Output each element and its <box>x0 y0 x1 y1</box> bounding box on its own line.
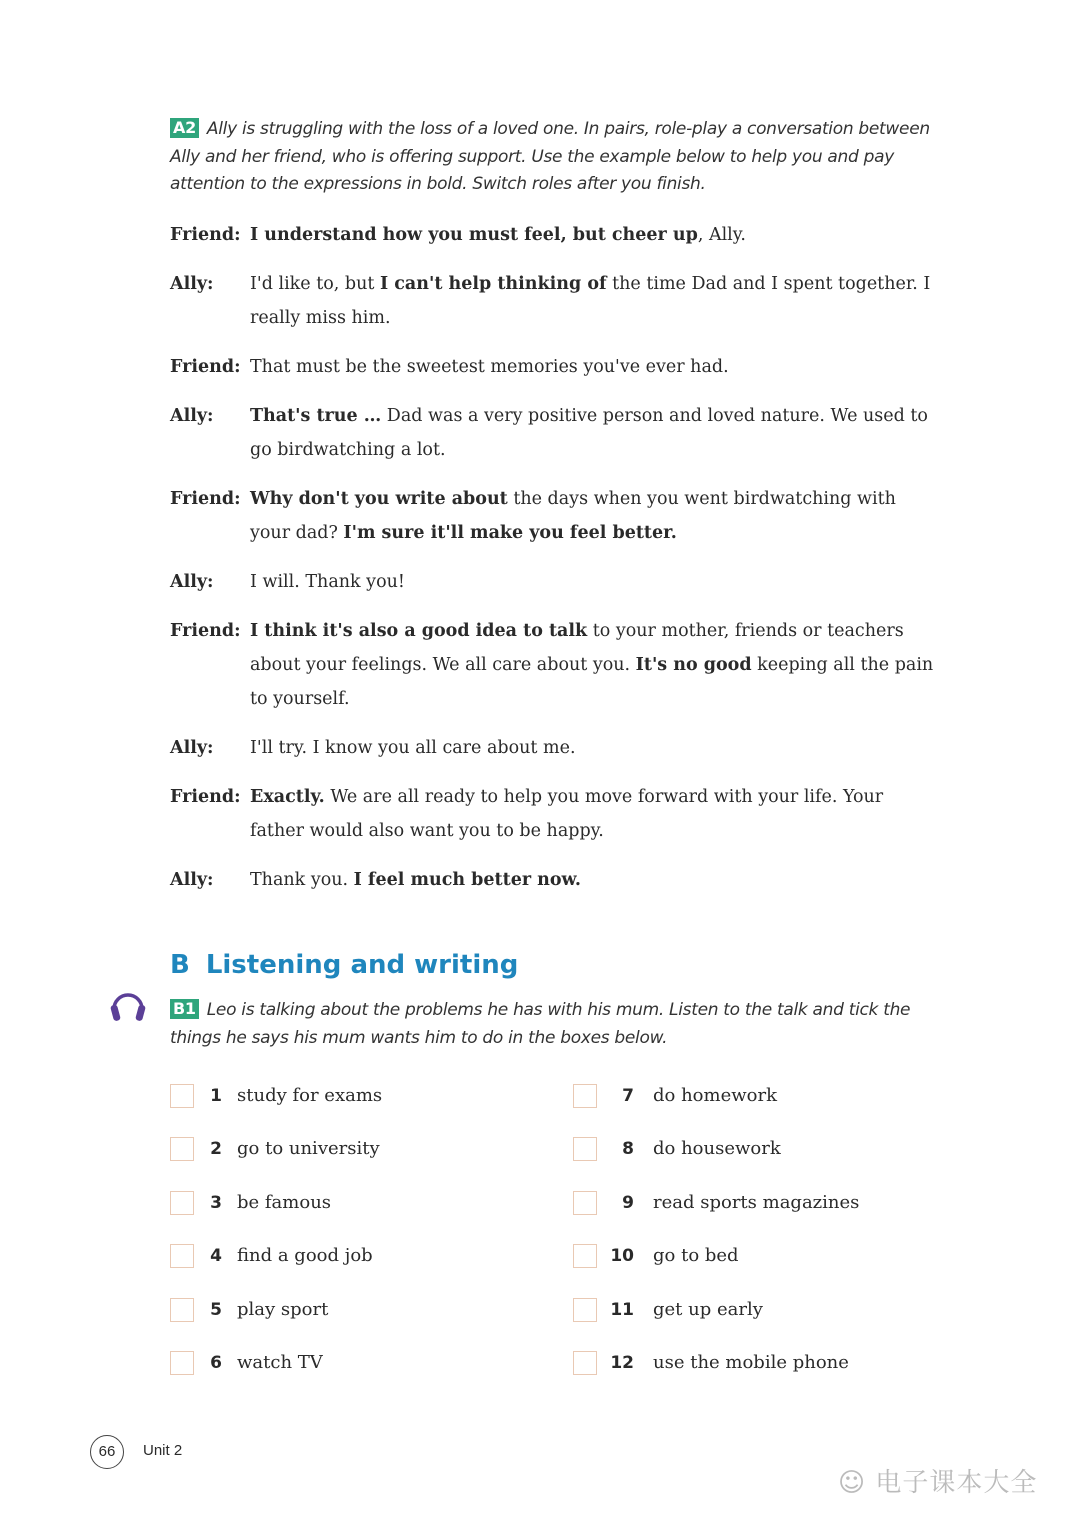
line-text: I will. Thank you! <box>250 572 405 592</box>
checkbox[interactable] <box>170 1244 194 1268</box>
line-text: I'd like to, but <box>250 274 380 294</box>
checkbox[interactable] <box>573 1191 597 1215</box>
checkbox[interactable] <box>170 1084 194 1108</box>
b1-instruction <box>170 997 930 1052</box>
watermark <box>838 1462 1037 1499</box>
item-text: do housework <box>653 1138 781 1159</box>
dialogue-entry <box>170 863 940 897</box>
speaker-label: Friend: <box>170 357 241 377</box>
bold-expression: That's true … <box>250 406 382 426</box>
item-number: 1 <box>210 1086 222 1106</box>
line-text: Dad was a very positive person and loved nature. We used to go birdwatching a lot. <box>250 406 928 460</box>
dialogue-entry <box>170 218 940 252</box>
dialogue-line <box>250 780 940 848</box>
a2-badge: A2 <box>170 118 199 138</box>
dialogue-entry <box>170 350 940 384</box>
dialogue <box>170 218 940 912</box>
dialogue-entry <box>170 399 940 467</box>
checklist-item <box>170 1243 373 1269</box>
item-text: read sports magazines <box>653 1192 860 1213</box>
checklist-item <box>573 1243 739 1269</box>
dialogue-line <box>250 218 940 252</box>
page-number: 66 <box>90 1435 124 1469</box>
dialogue-line <box>250 565 940 599</box>
bold-expression: I'm sure it'll make you feel better. <box>343 523 677 543</box>
dialogue-entry <box>170 482 940 550</box>
speaker-label: Ally: <box>170 870 214 890</box>
dialogue-entry <box>170 614 940 716</box>
dialogue-entry <box>170 780 940 848</box>
bold-expression: I understand how you must feel, but cheer up <box>250 225 698 245</box>
checkbox[interactable] <box>573 1137 597 1161</box>
item-text: play sport <box>237 1299 329 1320</box>
bold-expression: It's no good <box>635 655 752 675</box>
item-number: 2 <box>210 1139 222 1159</box>
line-text: , Ally. <box>697 225 746 245</box>
item-text: do homework <box>653 1085 777 1106</box>
line-text: keeping all the pain to yourself. <box>250 655 934 709</box>
item-text: study for exams <box>237 1085 383 1106</box>
dialogue-entry <box>170 731 940 765</box>
dialogue-line <box>250 267 940 335</box>
item-number: 10 <box>610 1246 634 1266</box>
bold-expression: I feel much better now. <box>353 870 581 890</box>
item-text: be famous <box>237 1192 332 1213</box>
checkbox[interactable] <box>170 1137 194 1161</box>
a2-instruction <box>170 116 930 199</box>
bold-expression: Why don't you write about <box>250 489 508 509</box>
checkbox[interactable] <box>573 1351 597 1375</box>
line-text: the time Dad and I spent together. I really miss him. <box>250 274 931 328</box>
speaker-label: Ally: <box>170 738 214 758</box>
dialogue-line <box>250 399 940 467</box>
checkbox[interactable] <box>573 1298 597 1322</box>
line-text: That must be the sweetest memories you've ever had. <box>250 357 729 377</box>
checklist-item <box>573 1297 763 1323</box>
line-text: to your mother, friends or teachers about your feelings. We all care about you. <box>250 621 904 675</box>
dialogue-line <box>250 482 940 550</box>
item-number: 3 <box>210 1193 222 1213</box>
checklist-item <box>170 1136 380 1162</box>
item-number: 11 <box>610 1300 634 1320</box>
speaker-label: Ally: <box>170 274 214 294</box>
speaker-label: Ally: <box>170 406 214 426</box>
dialogue-line <box>250 863 940 897</box>
line-text: We are all ready to help you move forward with your life. Your father would also want you to be happy. <box>250 787 884 841</box>
item-text: find a good job <box>237 1245 373 1266</box>
checklist-item <box>170 1297 328 1323</box>
checklist-item <box>573 1190 859 1216</box>
section-letter: B <box>170 950 190 980</box>
speaker-label: Friend: <box>170 225 241 245</box>
bold-expression: I can't help thinking of <box>379 274 607 294</box>
checklist-item <box>170 1190 331 1216</box>
unit-label: Unit 2 <box>143 1442 183 1459</box>
item-text: go to bed <box>653 1245 739 1266</box>
item-text: watch TV <box>237 1352 323 1373</box>
checkbox[interactable] <box>170 1191 194 1215</box>
checklist-item <box>573 1083 777 1109</box>
item-number: 4 <box>210 1246 222 1266</box>
item-text: get up early <box>653 1299 763 1320</box>
dialogue-entry <box>170 267 940 335</box>
item-number: 5 <box>210 1300 222 1320</box>
headphones-icon <box>108 985 148 1025</box>
dialogue-line <box>250 614 940 716</box>
checklist-item <box>170 1350 323 1376</box>
item-number: 12 <box>610 1353 634 1373</box>
bold-expression: Exactly. <box>250 787 325 807</box>
item-number: 6 <box>210 1353 222 1373</box>
section-heading <box>170 950 518 980</box>
item-text: go to university <box>237 1138 380 1159</box>
item-number: 8 <box>622 1139 634 1159</box>
speaker-label: Friend: <box>170 489 241 509</box>
b1-badge: B1 <box>170 999 199 1019</box>
bold-expression: I think it's also a good idea to talk <box>250 621 588 641</box>
checkbox[interactable] <box>573 1244 597 1268</box>
item-number: 9 <box>622 1193 634 1213</box>
line-text: Thank you. <box>250 870 354 890</box>
checklist-item <box>170 1083 382 1109</box>
watermark-text: 电子课本大全 <box>875 1468 1038 1498</box>
section-title: Listening and writing <box>205 950 519 980</box>
speaker-label: Friend: <box>170 621 241 641</box>
checkbox[interactable] <box>170 1298 194 1322</box>
b1-instruction-text: Leo is talking about the problems he has with his mum. Listen to the talk and tick the things he says his mum wants him to do in the boxes below. <box>170 1000 911 1048</box>
checkbox[interactable] <box>573 1084 597 1108</box>
a2-instruction-text: Ally is struggling with the loss of a loved one. In pairs, role-play a conversation between Ally and her friend, who is offering support. Use the example below to help you and pay attention to the expressions in bold. Switch roles after you finish. <box>170 119 930 194</box>
dialogue-line <box>250 350 940 384</box>
checklist-item <box>573 1350 849 1376</box>
speaker-label: Friend: <box>170 787 241 807</box>
checklist-item <box>573 1136 781 1162</box>
item-number: 7 <box>622 1086 634 1106</box>
checkbox[interactable] <box>170 1351 194 1375</box>
line-text: I'll try. I know you all care about me. <box>250 738 576 758</box>
speaker-label: Ally: <box>170 572 214 592</box>
line-text: the days when you went birdwatching with your dad? <box>250 489 896 543</box>
wechat-icon: ☺ <box>838 1468 876 1498</box>
dialogue-entry <box>170 565 940 599</box>
dialogue-line <box>250 731 940 765</box>
item-text: use the mobile phone <box>653 1352 849 1373</box>
